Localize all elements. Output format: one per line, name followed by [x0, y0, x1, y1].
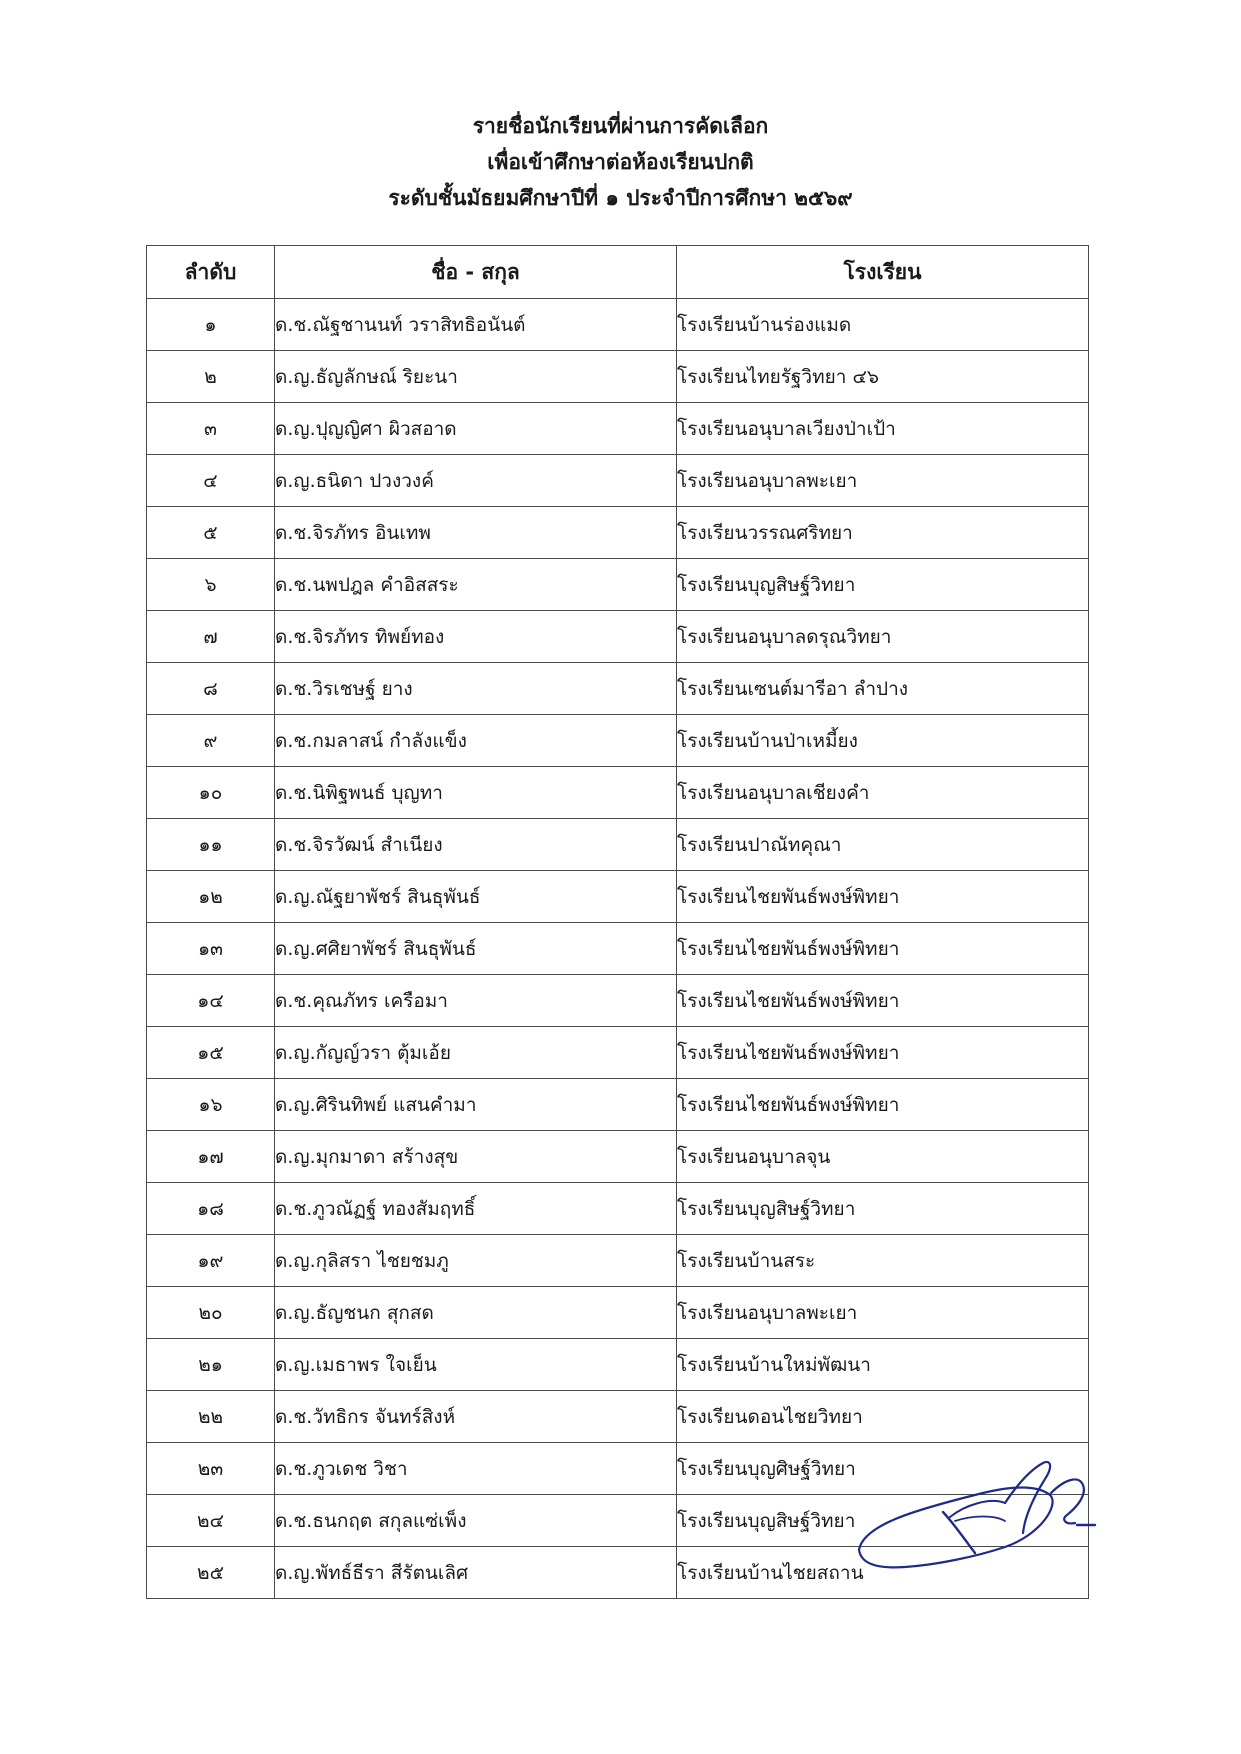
student-name: ด.ช.วัทธิกร จันทร์สิงห์ — [275, 1391, 677, 1443]
school-name: โรงเรียนอนุบาลเวียงป่าเป้า — [677, 403, 1089, 455]
table-row — [147, 1027, 1089, 1079]
school-name: โรงเรียนไชยพันธ์พงษ์พิทยา — [677, 1027, 1089, 1079]
table-body — [147, 299, 1089, 1599]
table-row — [147, 715, 1089, 767]
school-name: โรงเรียนบ้านไชยสถาน — [677, 1547, 1089, 1599]
table-row — [147, 1079, 1089, 1131]
title-line-1: รายชื่อนักเรียนที่ผ่านการคัดเลือก — [472, 114, 769, 138]
school-name: โรงเรียนอนุบาลจุน — [677, 1131, 1089, 1183]
table-row — [147, 507, 1089, 559]
school-name: โรงเรียนบุญสิษฐ์วิทยา — [677, 559, 1089, 611]
row-number: ๑๕ — [147, 1027, 275, 1079]
student-name: ด.ช.นิพิฐพนธ์ บุญทา — [275, 767, 677, 819]
student-name: ด.ญ.กุลิสรา ไชยชมภู — [275, 1235, 677, 1287]
table-row — [147, 663, 1089, 715]
school-name: โรงเรียนบ้านใหม่พัฒนา — [677, 1339, 1089, 1391]
row-number: ๒๐ — [147, 1287, 275, 1339]
student-name: ด.ญ.ศิรินทิพย์ แสนคำมา — [275, 1079, 677, 1131]
header-no: ลำดับ — [147, 246, 275, 299]
title-line-3: ระดับชั้นมัธยมศึกษาปีที่ ๑ ประจำปีการศึกษา ๒๕๖๙ — [388, 186, 853, 210]
school-name: โรงเรียนไทยรัฐวิทยา ๔๖ — [677, 351, 1089, 403]
header-school: โรงเรียน — [677, 246, 1089, 299]
school-name: โรงเรียนเซนต์มารีอา ลำปาง — [677, 663, 1089, 715]
school-name: โรงเรียนบ้านร่องแมด — [677, 299, 1089, 351]
school-name: โรงเรียนอนุบาลเชียงคำ — [677, 767, 1089, 819]
table-row — [147, 1183, 1089, 1235]
row-number: ๒ — [147, 351, 275, 403]
row-number: ๑๖ — [147, 1079, 275, 1131]
row-number: ๒๔ — [147, 1495, 275, 1547]
row-number: ๘ — [147, 663, 275, 715]
table-header-row — [147, 246, 1089, 299]
table-row — [147, 975, 1089, 1027]
table-row — [147, 871, 1089, 923]
student-name: ด.ญ.ธัญชนก สุกสด — [275, 1287, 677, 1339]
row-number: ๑๘ — [147, 1183, 275, 1235]
student-name: ด.ญ.ธัญลักษณ์ ริยะนา — [275, 351, 677, 403]
student-name: ด.ช.จิรภัทร ทิพย์ทอง — [275, 611, 677, 663]
student-name: ด.ช.ภูวเดช วิชา — [275, 1443, 677, 1495]
school-name: โรงเรียนบุญสิษฐ์วิทยา — [677, 1183, 1089, 1235]
table-row — [147, 1131, 1089, 1183]
row-number: ๑๔ — [147, 975, 275, 1027]
school-name: โรงเรียนบ้านป่าเหมี้ยง — [677, 715, 1089, 767]
school-name: โรงเรียนไชยพันธ์พงษ์พิทยา — [677, 975, 1089, 1027]
table-row — [147, 767, 1089, 819]
student-name: ด.ญ.เมธาพร ใจเย็น — [275, 1339, 677, 1391]
student-name: ด.ญ.พัทธ์ธีรา สีรัตนเลิศ — [275, 1547, 677, 1599]
row-number: ๔ — [147, 455, 275, 507]
school-name: โรงเรียนวรรณศริทยา — [677, 507, 1089, 559]
table-row — [147, 455, 1089, 507]
row-number: ๑๒ — [147, 871, 275, 923]
student-name: ด.ช.กมลาสน์ กำลังแข็ง — [275, 715, 677, 767]
school-name: โรงเรียนบุญศิษฐ์วิทยา — [677, 1443, 1089, 1495]
school-name: โรงเรียนไชยพันธ์พงษ์พิทยา — [677, 1079, 1089, 1131]
table-row — [147, 1339, 1089, 1391]
table-row — [147, 923, 1089, 975]
row-number: ๒๓ — [147, 1443, 275, 1495]
student-name: ด.ช.นพปฎล คำอิสสระ — [275, 559, 677, 611]
student-name: ด.ญ.มุกมาดา สร้างสุข — [275, 1131, 677, 1183]
table-row — [147, 299, 1089, 351]
row-number: ๕ — [147, 507, 275, 559]
student-name: ด.ช.คุณภัทร เครือมา — [275, 975, 677, 1027]
student-name: ด.ญ.ธนิดา ปวงวงค์ — [275, 455, 677, 507]
student-name: ด.ช.จิรวัฒน์ สำเนียง — [275, 819, 677, 871]
document-title — [0, 108, 1241, 216]
row-number: ๑๓ — [147, 923, 275, 975]
table-row — [147, 559, 1089, 611]
table-row — [147, 1287, 1089, 1339]
school-name: โรงเรียนอนุบาลพะเยา — [677, 455, 1089, 507]
school-name: โรงเรียนบุญสิษฐ์วิทยา — [677, 1495, 1089, 1547]
header-name: ชื่อ - สกุล — [275, 246, 677, 299]
student-name: ด.ญ.ณัฐยาพัชร์ สินธุพันธ์ — [275, 871, 677, 923]
school-name: โรงเรียนไชยพันธ์พงษ์พิทยา — [677, 871, 1089, 923]
student-name: ด.ช.ณัฐชานนท์ วราสิทธิอนันต์ — [275, 299, 677, 351]
student-name: ด.ช.จิรภัทร อินเทพ — [275, 507, 677, 559]
student-name: ด.ญ.ศศิยาพัชร์ สินธุพันธ์ — [275, 923, 677, 975]
student-name: ด.ญ.ปุญญิศา ผิวสอาด — [275, 403, 677, 455]
table-row — [147, 403, 1089, 455]
row-number: ๑๑ — [147, 819, 275, 871]
row-number: ๑๙ — [147, 1235, 275, 1287]
row-number: ๓ — [147, 403, 275, 455]
table-row — [147, 611, 1089, 663]
student-name: ด.ช.ธนกฤต สกุลแซ่เพ็ง — [275, 1495, 677, 1547]
row-number: ๑ — [147, 299, 275, 351]
row-number: ๗ — [147, 611, 275, 663]
row-number: ๑๐ — [147, 767, 275, 819]
row-number: ๒๒ — [147, 1391, 275, 1443]
school-name: โรงเรียนอนุบาลดรุณวิทยา — [677, 611, 1089, 663]
table-row — [147, 819, 1089, 871]
school-name: โรงเรียนปาณัทคุณา — [677, 819, 1089, 871]
school-name: โรงเรียนดอนไชยวิทยา — [677, 1391, 1089, 1443]
table-row — [147, 1391, 1089, 1443]
student-roster-table — [146, 245, 1089, 1599]
table-row — [147, 351, 1089, 403]
row-number: ๖ — [147, 559, 275, 611]
school-name: โรงเรียนอนุบาลพะเยา — [677, 1287, 1089, 1339]
row-number: ๙ — [147, 715, 275, 767]
row-number: ๒๕ — [147, 1547, 275, 1599]
student-name: ด.ช.วิรเชษฐ์ ยาง — [275, 663, 677, 715]
school-name: โรงเรียนบ้านสระ — [677, 1235, 1089, 1287]
student-name: ด.ช.ภูวณัฏฐ์ ทองสัมฤทธิ์ — [275, 1183, 677, 1235]
title-line-2: เพื่อเข้าศึกษาต่อห้องเรียนปกติ — [487, 150, 754, 174]
student-name: ด.ญ.กัญญ์วรา ตุ้มเอ้ย — [275, 1027, 677, 1079]
row-number: ๑๗ — [147, 1131, 275, 1183]
school-name: โรงเรียนไชยพันธ์พงษ์พิทยา — [677, 923, 1089, 975]
row-number: ๒๑ — [147, 1339, 275, 1391]
table-row — [147, 1235, 1089, 1287]
signature-icon — [855, 1455, 1105, 1580]
